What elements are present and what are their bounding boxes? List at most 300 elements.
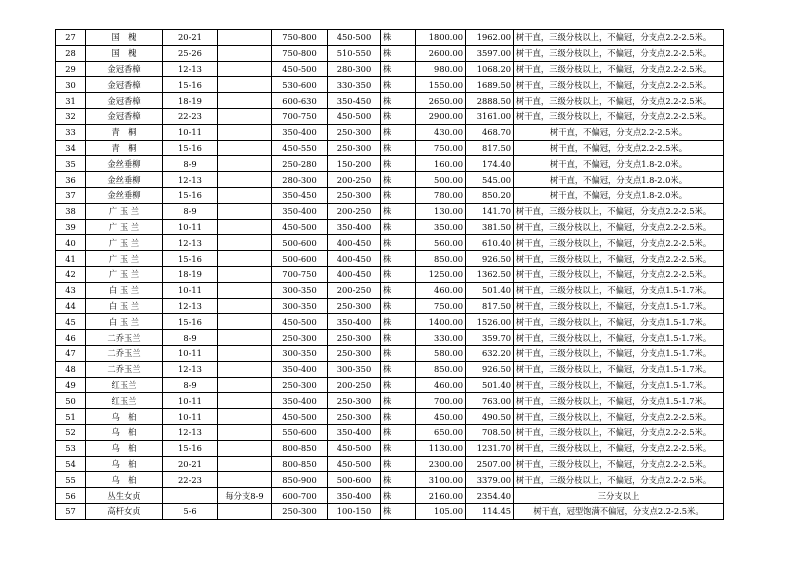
plant-name-cell: 乌 桕 (86, 472, 163, 488)
remark-cell (218, 93, 272, 109)
crown-width-cell: 450-500 (328, 108, 381, 124)
height-cell: 350-400 (272, 124, 328, 140)
price-cell: 130.00 (416, 203, 466, 219)
row-number-cell: 41 (56, 251, 86, 267)
total-price-cell: 2507.00 (466, 456, 514, 472)
price-cell: 1400.00 (416, 314, 466, 330)
specification-cell: 树干直，三级分枝以上，不偏冠，分支点2.2-2.5米。 (514, 30, 724, 46)
unit-cell: 株 (381, 440, 416, 456)
table-row (56, 298, 724, 314)
crown-width-cell: 350-400 (328, 314, 381, 330)
row-number-cell: 42 (56, 266, 86, 282)
total-price-cell: 468.70 (466, 124, 514, 140)
price-cell: 2900.00 (416, 108, 466, 124)
plant-name-cell: 二乔玉兰 (86, 345, 163, 361)
price-cell: 750.00 (416, 140, 466, 156)
price-cell: 160.00 (416, 156, 466, 172)
table-row (56, 345, 724, 361)
remark-cell (218, 124, 272, 140)
specification-cell: 树干直，三级分枝以上，不偏冠，分支点2.2-2.5米。 (514, 93, 724, 109)
row-number-cell: 49 (56, 377, 86, 393)
height-cell: 800-850 (272, 456, 328, 472)
total-price-cell: 3597.00 (466, 45, 514, 61)
remark-cell (218, 456, 272, 472)
caliper-cell: 18-19 (163, 93, 218, 109)
table-row (56, 235, 724, 251)
specification-cell: 树干直，三级分枝以上，不偏冠，分支点2.2-2.5米。 (514, 219, 724, 235)
height-cell: 300-350 (272, 282, 328, 298)
row-number-cell: 57 (56, 503, 86, 519)
caliper-cell: 12-13 (163, 235, 218, 251)
price-cell: 580.00 (416, 345, 466, 361)
price-cell: 1250.00 (416, 266, 466, 282)
table-row (56, 314, 724, 330)
row-number-cell: 54 (56, 456, 86, 472)
remark-cell (218, 61, 272, 77)
crown-width-cell: 280-300 (328, 61, 381, 77)
row-number-cell: 28 (56, 45, 86, 61)
unit-cell: 株 (381, 314, 416, 330)
height-cell: 530-600 (272, 77, 328, 93)
crown-width-cell: 500-600 (328, 472, 381, 488)
total-price-cell: 114.45 (466, 503, 514, 519)
specification-cell: 树干直，三级分枝以上，不偏冠，分支点2.2-2.5米。 (514, 472, 724, 488)
specification-cell: 树干直，不偏冠，分支点2.2-2.5米。 (514, 124, 724, 140)
caliper-cell (163, 488, 218, 504)
total-price-cell: 501.40 (466, 377, 514, 393)
remark-cell (218, 187, 272, 203)
specification-cell: 树干直，三级分枝以上，不偏冠，分支点2.2-2.5米。 (514, 409, 724, 425)
table-row (56, 156, 724, 172)
row-number-cell: 35 (56, 156, 86, 172)
unit-cell: 株 (381, 108, 416, 124)
unit-cell: 株 (381, 298, 416, 314)
row-number-cell: 40 (56, 235, 86, 251)
height-cell: 550-600 (272, 424, 328, 440)
unit-cell: 株 (381, 409, 416, 425)
total-price-cell: 141.70 (466, 203, 514, 219)
total-price-cell: 763.00 (466, 393, 514, 409)
unit-cell: 株 (381, 345, 416, 361)
crown-width-cell: 200-250 (328, 377, 381, 393)
height-cell: 300-350 (272, 345, 328, 361)
plant-name-cell: 青 桐 (86, 124, 163, 140)
crown-width-cell: 350-400 (328, 424, 381, 440)
price-cell: 460.00 (416, 377, 466, 393)
plant-name-cell: 红玉兰 (86, 377, 163, 393)
specification-cell: 树干直，三级分枝以上，不偏冠，分支点2.2-2.5米。 (514, 266, 724, 282)
price-cell: 3100.00 (416, 472, 466, 488)
row-number-cell: 46 (56, 330, 86, 346)
total-price-cell: 1068.20 (466, 61, 514, 77)
remark-cell: 每分支8-9 (218, 488, 272, 504)
total-price-cell: 1962.00 (466, 30, 514, 46)
price-cell: 1550.00 (416, 77, 466, 93)
remark-cell (218, 361, 272, 377)
unit-cell: 株 (381, 456, 416, 472)
unit-cell: 株 (381, 124, 416, 140)
height-cell: 500-600 (272, 235, 328, 251)
table-row (56, 330, 724, 346)
row-number-cell: 47 (56, 345, 86, 361)
caliper-cell: 15-16 (163, 140, 218, 156)
specification-cell: 树干直，三级分枝以上，不偏冠，分支点1.5-1.7米。 (514, 330, 724, 346)
height-cell: 450-550 (272, 140, 328, 156)
total-price-cell: 632.20 (466, 345, 514, 361)
specification-cell: 树干直，三级分枝以上，不偏冠，分支点1.5-1.7米。 (514, 345, 724, 361)
specification-cell: 树干直，三级分枝以上，不偏冠，分支点2.2-2.5米。 (514, 203, 724, 219)
remark-cell (218, 409, 272, 425)
plant-name-cell: 国 槐 (86, 30, 163, 46)
remark-cell (218, 251, 272, 267)
caliper-cell: 12-13 (163, 172, 218, 188)
price-cell: 430.00 (416, 124, 466, 140)
row-number-cell: 30 (56, 77, 86, 93)
specification-cell: 树干直，三级分枝以上，不偏冠，分支点2.2-2.5米。 (514, 456, 724, 472)
plant-name-cell: 青 桐 (86, 140, 163, 156)
crown-width-cell: 200-250 (328, 203, 381, 219)
row-number-cell: 33 (56, 124, 86, 140)
remark-cell (218, 203, 272, 219)
crown-width-cell: 250-300 (328, 409, 381, 425)
plant-name-cell: 二乔玉兰 (86, 361, 163, 377)
height-cell: 250-300 (272, 330, 328, 346)
height-cell: 250-300 (272, 503, 328, 519)
unit-cell: 株 (381, 219, 416, 235)
total-price-cell: 1231.70 (466, 440, 514, 456)
table-row (56, 503, 724, 519)
price-cell: 330.00 (416, 330, 466, 346)
plant-name-cell: 白 玉 兰 (86, 314, 163, 330)
unit-cell: 株 (381, 488, 416, 504)
plant-name-cell: 广 玉 兰 (86, 266, 163, 282)
unit-cell: 株 (381, 235, 416, 251)
crown-width-cell: 250-300 (328, 330, 381, 346)
caliper-cell: 15-16 (163, 440, 218, 456)
plant-name-cell: 丛生女贞 (86, 488, 163, 504)
table-row (56, 456, 724, 472)
plant-name-cell: 金冠香樟 (86, 108, 163, 124)
total-price-cell: 708.50 (466, 424, 514, 440)
table-row (56, 30, 724, 46)
remark-cell (218, 30, 272, 46)
specification-cell: 树干直，不偏冠，分支点1.8-2.0米。 (514, 172, 724, 188)
height-cell: 250-280 (272, 156, 328, 172)
caliper-cell: 18-19 (163, 266, 218, 282)
table-row (56, 488, 724, 504)
unit-cell: 株 (381, 282, 416, 298)
crown-width-cell: 450-500 (328, 456, 381, 472)
row-number-cell: 43 (56, 282, 86, 298)
table-row (56, 61, 724, 77)
table-row (56, 77, 724, 93)
caliper-cell: 25-26 (163, 45, 218, 61)
unit-cell: 株 (381, 330, 416, 346)
price-cell: 700.00 (416, 393, 466, 409)
plant-name-cell: 金冠香樟 (86, 93, 163, 109)
plant-name-cell: 二乔玉兰 (86, 330, 163, 346)
price-cell: 450.00 (416, 409, 466, 425)
crown-width-cell: 150-200 (328, 156, 381, 172)
caliper-cell: 12-13 (163, 424, 218, 440)
caliper-cell: 10-11 (163, 219, 218, 235)
remark-cell (218, 393, 272, 409)
row-number-cell: 56 (56, 488, 86, 504)
row-number-cell: 32 (56, 108, 86, 124)
caliper-cell: 8-9 (163, 377, 218, 393)
total-price-cell: 850.20 (466, 187, 514, 203)
price-cell: 105.00 (416, 503, 466, 519)
unit-cell: 株 (381, 424, 416, 440)
price-cell: 2300.00 (416, 456, 466, 472)
row-number-cell: 27 (56, 30, 86, 46)
caliper-cell: 5-6 (163, 503, 218, 519)
crown-width-cell: 450-500 (328, 30, 381, 46)
total-price-cell: 817.50 (466, 140, 514, 156)
crown-width-cell: 250-300 (328, 345, 381, 361)
price-cell: 500.00 (416, 172, 466, 188)
unit-cell: 株 (381, 393, 416, 409)
unit-cell: 株 (381, 156, 416, 172)
caliper-cell: 8-9 (163, 330, 218, 346)
caliper-cell: 22-23 (163, 472, 218, 488)
specification-cell: 树干直，三级分枝以上，不偏冠，分支点1.5-1.7米。 (514, 377, 724, 393)
row-number-cell: 51 (56, 409, 86, 425)
specification-cell: 树干直，冠型饱满不偏冠，分支点2.2-2.5米。 (514, 503, 724, 519)
row-number-cell: 37 (56, 187, 86, 203)
total-price-cell: 3161.00 (466, 108, 514, 124)
crown-width-cell: 330-350 (328, 77, 381, 93)
specification-cell: 树干直，三级分枝以上，不偏冠，分支点2.2-2.5米。 (514, 77, 724, 93)
row-number-cell: 29 (56, 61, 86, 77)
crown-width-cell: 300-350 (328, 361, 381, 377)
caliper-cell: 10-11 (163, 345, 218, 361)
unit-cell: 株 (381, 472, 416, 488)
specification-cell: 树干直，三级分枝以上，不偏冠，分支点2.2-2.5米。 (514, 235, 724, 251)
total-price-cell: 359.70 (466, 330, 514, 346)
row-number-cell: 50 (56, 393, 86, 409)
unit-cell: 株 (381, 377, 416, 393)
specification-cell: 树干直，不偏冠，分支点1.8-2.0米。 (514, 187, 724, 203)
table-row (56, 472, 724, 488)
crown-width-cell: 350-400 (328, 219, 381, 235)
price-cell: 2160.00 (416, 488, 466, 504)
caliper-cell: 20-21 (163, 30, 218, 46)
table-row (56, 203, 724, 219)
specification-cell: 树干直，不偏冠，分支点1.8-2.0米。 (514, 156, 724, 172)
plant-name-cell: 乌 桕 (86, 409, 163, 425)
caliper-cell: 15-16 (163, 77, 218, 93)
crown-width-cell: 250-300 (328, 298, 381, 314)
plant-name-cell: 乌 桕 (86, 424, 163, 440)
caliper-cell: 12-13 (163, 61, 218, 77)
caliper-cell: 20-21 (163, 456, 218, 472)
height-cell: 450-500 (272, 314, 328, 330)
caliper-cell: 10-11 (163, 409, 218, 425)
price-cell: 560.00 (416, 235, 466, 251)
caliper-cell: 22-23 (163, 108, 218, 124)
row-number-cell: 36 (56, 172, 86, 188)
height-cell: 450-500 (272, 219, 328, 235)
price-cell: 2650.00 (416, 93, 466, 109)
plant-name-cell: 白 玉 兰 (86, 282, 163, 298)
caliper-cell: 15-16 (163, 314, 218, 330)
crown-width-cell: 510-550 (328, 45, 381, 61)
plant-name-cell: 金冠香樟 (86, 61, 163, 77)
nursery-price-table (55, 29, 724, 520)
total-price-cell: 2888.50 (466, 93, 514, 109)
remark-cell (218, 77, 272, 93)
specification-cell: 树干直，三级分枝以上，不偏冠，分支点2.2-2.5米。 (514, 424, 724, 440)
crown-width-cell: 400-450 (328, 251, 381, 267)
crown-width-cell: 350-450 (328, 93, 381, 109)
price-cell: 980.00 (416, 61, 466, 77)
specification-cell: 树干直，三级分枝以上，不偏冠，分支点1.5-1.7米。 (514, 282, 724, 298)
height-cell: 350-400 (272, 203, 328, 219)
total-price-cell: 2354.40 (466, 488, 514, 504)
unit-cell: 株 (381, 140, 416, 156)
height-cell: 850-900 (272, 472, 328, 488)
table-row (56, 93, 724, 109)
specification-cell: 树干直，三级分枝以上，不偏冠，分支点1.5-1.7米。 (514, 393, 724, 409)
unit-cell: 株 (381, 203, 416, 219)
table-row (56, 409, 724, 425)
unit-cell: 株 (381, 503, 416, 519)
table-body (56, 30, 724, 520)
caliper-cell: 10-11 (163, 282, 218, 298)
remark-cell (218, 282, 272, 298)
crown-width-cell: 200-250 (328, 282, 381, 298)
height-cell: 350-400 (272, 361, 328, 377)
remark-cell (218, 219, 272, 235)
table-row (56, 251, 724, 267)
plant-name-cell: 乌 桕 (86, 440, 163, 456)
specification-cell: 树干直，三级分枝以上，不偏冠，分支点1.5-1.7米。 (514, 361, 724, 377)
caliper-cell: 15-16 (163, 187, 218, 203)
height-cell: 500-600 (272, 251, 328, 267)
remark-cell (218, 266, 272, 282)
unit-cell: 株 (381, 251, 416, 267)
price-cell: 650.00 (416, 424, 466, 440)
remark-cell (218, 330, 272, 346)
table-row (56, 219, 724, 235)
caliper-cell: 12-13 (163, 361, 218, 377)
height-cell: 280-300 (272, 172, 328, 188)
height-cell: 800-850 (272, 440, 328, 456)
height-cell: 700-750 (272, 266, 328, 282)
caliper-cell: 8-9 (163, 156, 218, 172)
table-row (56, 361, 724, 377)
height-cell: 300-350 (272, 298, 328, 314)
row-number-cell: 44 (56, 298, 86, 314)
price-cell: 850.00 (416, 361, 466, 377)
row-number-cell: 53 (56, 440, 86, 456)
crown-width-cell: 400-450 (328, 235, 381, 251)
table-row (56, 393, 724, 409)
crown-width-cell: 250-300 (328, 187, 381, 203)
specification-cell: 树干直，三级分枝以上，不偏冠，分支点2.2-2.5米。 (514, 61, 724, 77)
table-row (56, 424, 724, 440)
plant-name-cell: 乌 桕 (86, 456, 163, 472)
unit-cell: 株 (381, 30, 416, 46)
remark-cell (218, 45, 272, 61)
plant-name-cell: 金丝垂柳 (86, 156, 163, 172)
total-price-cell: 926.50 (466, 251, 514, 267)
table-row (56, 172, 724, 188)
row-number-cell: 48 (56, 361, 86, 377)
specification-cell: 树干直，三级分枝以上，不偏冠，分支点1.5-1.7米。 (514, 298, 724, 314)
specification-cell: 树干直，三级分枝以上，不偏冠，分支点1.5-1.7米。 (514, 314, 724, 330)
plant-name-cell: 红玉兰 (86, 393, 163, 409)
price-cell: 750.00 (416, 298, 466, 314)
crown-width-cell: 200-250 (328, 172, 381, 188)
total-price-cell: 501.40 (466, 282, 514, 298)
caliper-cell: 10-11 (163, 124, 218, 140)
remark-cell (218, 108, 272, 124)
unit-cell: 株 (381, 77, 416, 93)
row-number-cell: 38 (56, 203, 86, 219)
plant-name-cell: 广 玉 兰 (86, 219, 163, 235)
specification-cell: 树干直，三级分枝以上，不偏冠，分支点2.2-2.5米。 (514, 251, 724, 267)
total-price-cell: 3379.00 (466, 472, 514, 488)
crown-width-cell: 250-300 (328, 140, 381, 156)
total-price-cell: 610.40 (466, 235, 514, 251)
price-cell: 1130.00 (416, 440, 466, 456)
row-number-cell: 52 (56, 424, 86, 440)
plant-name-cell: 金丝垂柳 (86, 187, 163, 203)
remark-cell (218, 156, 272, 172)
height-cell: 750-800 (272, 45, 328, 61)
table-row (56, 108, 724, 124)
remark-cell (218, 503, 272, 519)
crown-width-cell: 100-150 (328, 503, 381, 519)
table-row (56, 282, 724, 298)
remark-cell (218, 472, 272, 488)
row-number-cell: 34 (56, 140, 86, 156)
total-price-cell: 817.50 (466, 298, 514, 314)
row-number-cell: 55 (56, 472, 86, 488)
unit-cell: 株 (381, 61, 416, 77)
remark-cell (218, 140, 272, 156)
remark-cell (218, 172, 272, 188)
specification-cell: 树干直，不偏冠，分支点2.2-2.5米。 (514, 140, 724, 156)
row-number-cell: 45 (56, 314, 86, 330)
unit-cell: 株 (381, 45, 416, 61)
plant-name-cell: 高杆女贞 (86, 503, 163, 519)
total-price-cell: 545.00 (466, 172, 514, 188)
table-row (56, 124, 724, 140)
total-price-cell: 1526.00 (466, 314, 514, 330)
height-cell: 350-400 (272, 393, 328, 409)
total-price-cell: 1362.50 (466, 266, 514, 282)
plant-name-cell: 国 槐 (86, 45, 163, 61)
unit-cell: 株 (381, 361, 416, 377)
unit-cell: 株 (381, 266, 416, 282)
height-cell: 750-800 (272, 30, 328, 46)
height-cell: 450-500 (272, 409, 328, 425)
remark-cell (218, 440, 272, 456)
plant-name-cell: 白 玉 兰 (86, 298, 163, 314)
crown-width-cell: 250-300 (328, 393, 381, 409)
unit-cell: 株 (381, 172, 416, 188)
plant-name-cell: 金丝垂柳 (86, 172, 163, 188)
height-cell: 600-630 (272, 93, 328, 109)
remark-cell (218, 314, 272, 330)
price-cell: 2600.00 (416, 45, 466, 61)
price-cell: 780.00 (416, 187, 466, 203)
height-cell: 450-500 (272, 61, 328, 77)
table-row (56, 266, 724, 282)
